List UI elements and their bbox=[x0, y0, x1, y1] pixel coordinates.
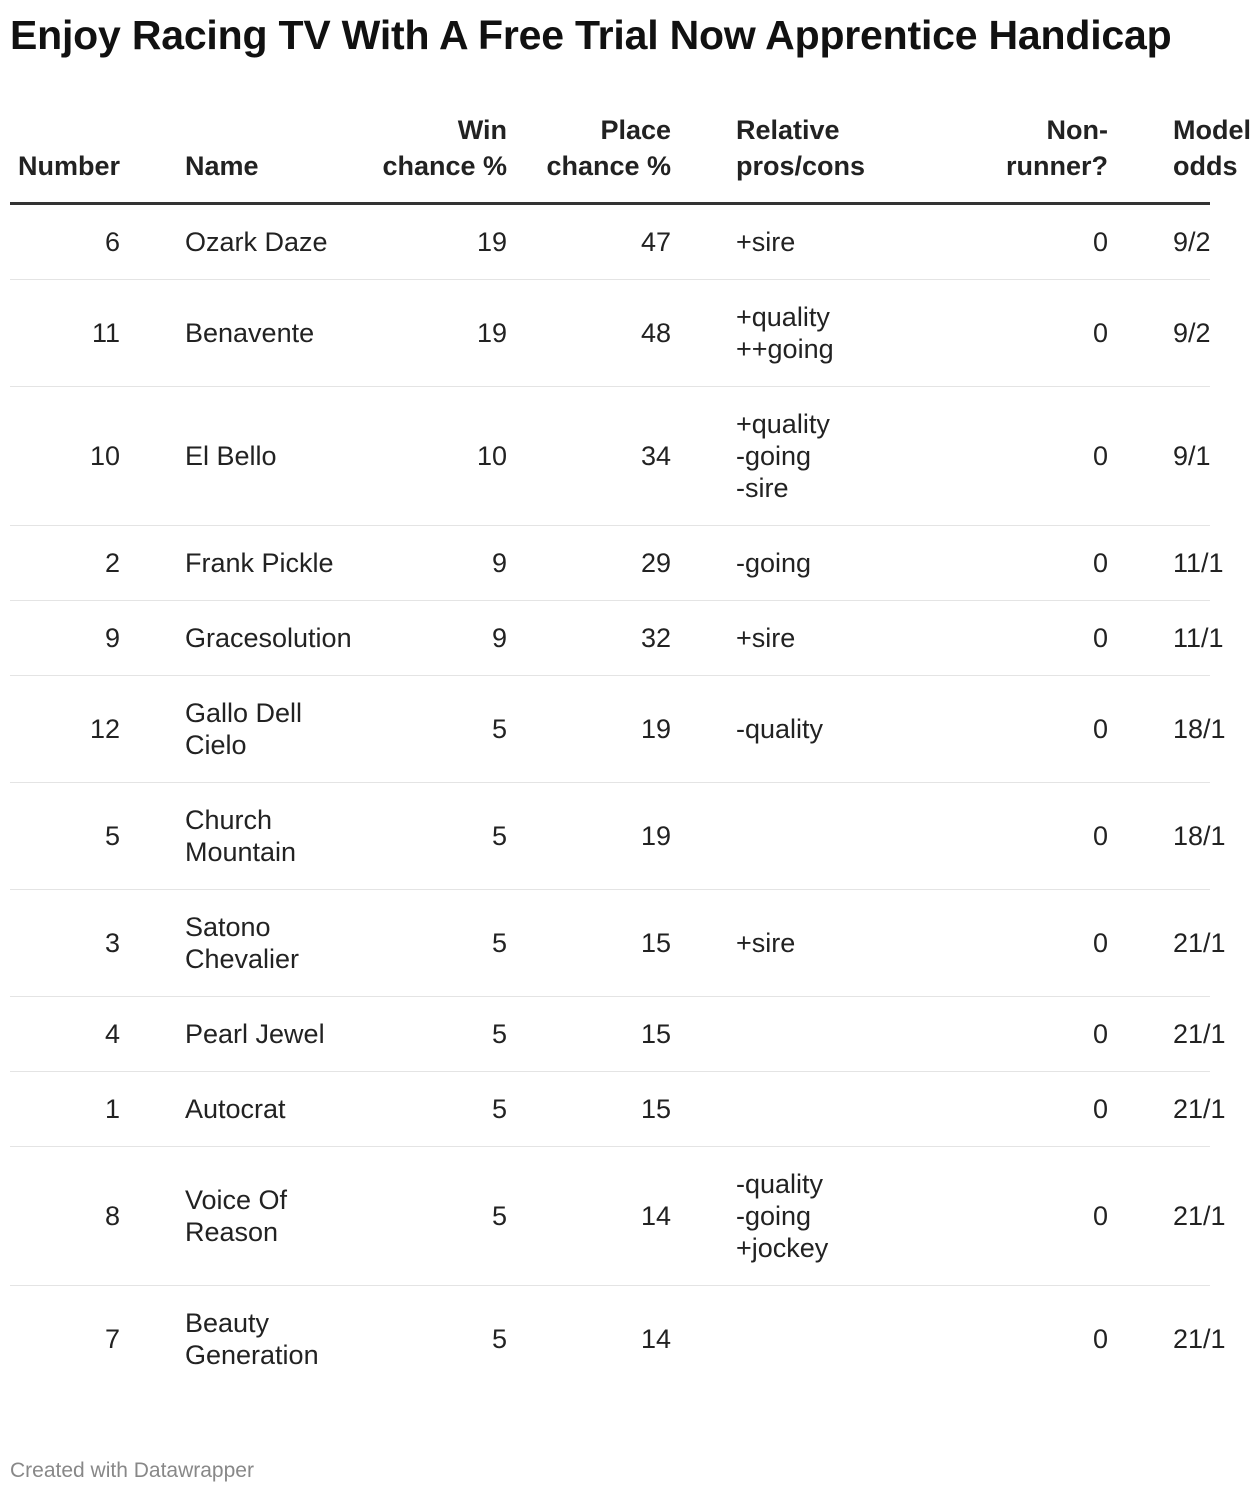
pros-cons-item: -sire bbox=[736, 473, 789, 503]
cell-place-chance: 47 bbox=[507, 204, 671, 280]
table-row bbox=[10, 1072, 1210, 1147]
cell-pros-cons bbox=[671, 1072, 964, 1147]
cell-non-runner: 0 bbox=[964, 1147, 1108, 1286]
table-row bbox=[10, 387, 1210, 526]
cell-model-odds: 18/1 bbox=[1108, 783, 1210, 890]
header-number[interactable]: Number bbox=[10, 112, 120, 204]
cell-pros-cons bbox=[671, 783, 964, 890]
cell-number: 6 bbox=[10, 204, 120, 280]
pros-cons-item: +sire bbox=[736, 623, 796, 653]
table-row bbox=[10, 526, 1210, 601]
cell-name: Voice Of Reason bbox=[120, 1147, 361, 1286]
cell-model-odds: 11/1 bbox=[1108, 601, 1210, 676]
cell-number: 5 bbox=[10, 783, 120, 890]
cell-win-chance: 5 bbox=[361, 997, 507, 1072]
header-non-runner[interactable]: Non-runner? bbox=[964, 112, 1108, 204]
cell-pros-cons bbox=[671, 526, 964, 601]
cell-non-runner: 0 bbox=[964, 997, 1108, 1072]
cell-model-odds: 18/1 bbox=[1108, 676, 1210, 783]
pros-cons-item: -going bbox=[736, 548, 812, 578]
cell-non-runner: 0 bbox=[964, 280, 1108, 387]
cell-non-runner: 0 bbox=[964, 783, 1108, 890]
header-model-odds[interactable]: Model odds bbox=[1108, 112, 1210, 204]
header-win-chance[interactable]: Win chance % bbox=[361, 112, 507, 204]
cell-pros-cons bbox=[671, 204, 964, 280]
cell-pros-cons bbox=[671, 890, 964, 997]
cell-non-runner: 0 bbox=[964, 1072, 1108, 1147]
cell-place-chance: 15 bbox=[507, 1072, 671, 1147]
cell-non-runner: 0 bbox=[964, 387, 1108, 526]
pros-cons-item: +sire bbox=[736, 928, 796, 958]
cell-model-odds: 21/1 bbox=[1108, 1072, 1210, 1147]
cell-number: 11 bbox=[10, 280, 120, 387]
cell-number: 12 bbox=[10, 676, 120, 783]
header-row bbox=[10, 112, 1210, 204]
cell-name: Benavente bbox=[120, 280, 361, 387]
cell-model-odds: 21/1 bbox=[1108, 1147, 1210, 1286]
cell-place-chance: 19 bbox=[507, 783, 671, 890]
cell-place-chance: 48 bbox=[507, 280, 671, 387]
cell-number: 1 bbox=[10, 1072, 120, 1147]
table-row bbox=[10, 676, 1210, 783]
cell-number: 8 bbox=[10, 1147, 120, 1286]
cell-place-chance: 15 bbox=[507, 890, 671, 997]
cell-win-chance: 10 bbox=[361, 387, 507, 526]
pros-cons-item: +quality bbox=[736, 409, 830, 439]
cell-non-runner: 0 bbox=[964, 526, 1108, 601]
cell-number: 3 bbox=[10, 890, 120, 997]
cell-pros-cons bbox=[671, 1286, 964, 1393]
cell-pros-cons bbox=[671, 997, 964, 1072]
pros-cons-item: +jockey bbox=[736, 1233, 829, 1263]
cell-name: Frank Pickle bbox=[120, 526, 361, 601]
cell-non-runner: 0 bbox=[964, 890, 1108, 997]
cell-model-odds: 21/1 bbox=[1173, 1324, 1226, 1354]
cell-win-chance: 5 bbox=[361, 1147, 507, 1286]
table-row bbox=[10, 783, 1210, 890]
table-row bbox=[10, 997, 1210, 1072]
cell-name: Pearl Jewel bbox=[120, 997, 361, 1072]
table-row bbox=[10, 280, 1210, 387]
cell-model-odds: 9/2 bbox=[1108, 280, 1210, 387]
cell-place-chance: 14 bbox=[640, 1324, 671, 1354]
table-row bbox=[10, 890, 1210, 997]
cell-win-chance: 5 bbox=[361, 1072, 507, 1147]
cell-name: Beauty Generation bbox=[185, 1308, 319, 1370]
cell-place-chance: 29 bbox=[507, 526, 671, 601]
cell-place-chance: 19 bbox=[507, 676, 671, 783]
cell-place-chance: 15 bbox=[507, 997, 671, 1072]
footer-credit: Created with Datawrapper bbox=[10, 1459, 254, 1482]
cell-pros-cons bbox=[671, 1147, 964, 1286]
header-pros-cons[interactable]: Relative pros/cons bbox=[671, 112, 964, 204]
header-place-chance[interactable]: Place chance % bbox=[507, 112, 671, 204]
pros-cons-item: +quality bbox=[736, 302, 830, 332]
table-row bbox=[10, 204, 1210, 280]
pros-cons-item: -going bbox=[736, 1201, 812, 1231]
cell-win-chance: 9 bbox=[361, 601, 507, 676]
table-row bbox=[10, 1147, 1210, 1286]
chart-title: Enjoy Racing TV With A Free Trial Now Apprentice Handicap bbox=[10, 12, 1172, 58]
cell-place-chance: 32 bbox=[507, 601, 671, 676]
cell-name: El Bello bbox=[120, 387, 361, 526]
cell-number: 2 bbox=[10, 526, 120, 601]
table-body bbox=[10, 204, 1226, 1393]
cell-non-runner: 0 bbox=[1092, 1324, 1108, 1354]
table-row bbox=[10, 601, 1210, 676]
header-name[interactable]: Name bbox=[120, 112, 361, 204]
cell-name: Church Mountain bbox=[120, 783, 361, 890]
cell-number: 7 bbox=[104, 1324, 120, 1354]
cell-name: Autocrat bbox=[120, 1072, 361, 1147]
cell-pros-cons bbox=[671, 676, 964, 783]
cell-name: Gracesolution bbox=[120, 601, 361, 676]
pros-cons-item: -quality bbox=[736, 1169, 824, 1199]
cell-model-odds: 21/1 bbox=[1108, 997, 1210, 1072]
cell-model-odds: 11/1 bbox=[1108, 526, 1210, 601]
cell-win-chance: 9 bbox=[361, 526, 507, 601]
cell-non-runner: 0 bbox=[964, 601, 1108, 676]
cell-win-chance: 5 bbox=[361, 783, 507, 890]
pros-cons-item: -quality bbox=[736, 714, 824, 744]
cell-win-chance: 5 bbox=[361, 890, 507, 997]
cell-win-chance: 19 bbox=[361, 204, 507, 280]
cell-model-odds: 21/1 bbox=[1108, 890, 1210, 997]
cell-model-odds: 9/1 bbox=[1108, 387, 1210, 526]
cell-number: 4 bbox=[10, 997, 120, 1072]
cell-win-chance: 5 bbox=[361, 676, 507, 783]
cell-pros-cons bbox=[671, 387, 964, 526]
cell-number: 9 bbox=[10, 601, 120, 676]
pros-cons-item: -going bbox=[736, 441, 812, 471]
cell-pros-cons bbox=[671, 280, 964, 387]
cell-number: 10 bbox=[10, 387, 120, 526]
cell-place-chance: 34 bbox=[507, 387, 671, 526]
cell-name: Satono Chevalier bbox=[120, 890, 361, 997]
pros-cons-item: ++going bbox=[736, 334, 834, 364]
pros-cons-item: +sire bbox=[736, 227, 796, 257]
cell-name: Ozark Daze bbox=[120, 204, 361, 280]
cell-non-runner: 0 bbox=[964, 676, 1108, 783]
race-table bbox=[10, 112, 1251, 1392]
cell-place-chance: 14 bbox=[507, 1147, 671, 1286]
cell-name: Gallo Dell Cielo bbox=[120, 676, 361, 783]
cell-win-chance: 19 bbox=[361, 280, 507, 387]
table-row bbox=[10, 1286, 1210, 1393]
cell-pros-cons bbox=[671, 601, 964, 676]
cell-non-runner: 0 bbox=[964, 204, 1108, 280]
cell-model-odds: 9/2 bbox=[1108, 204, 1210, 280]
cell-win-chance: 5 bbox=[491, 1324, 507, 1354]
